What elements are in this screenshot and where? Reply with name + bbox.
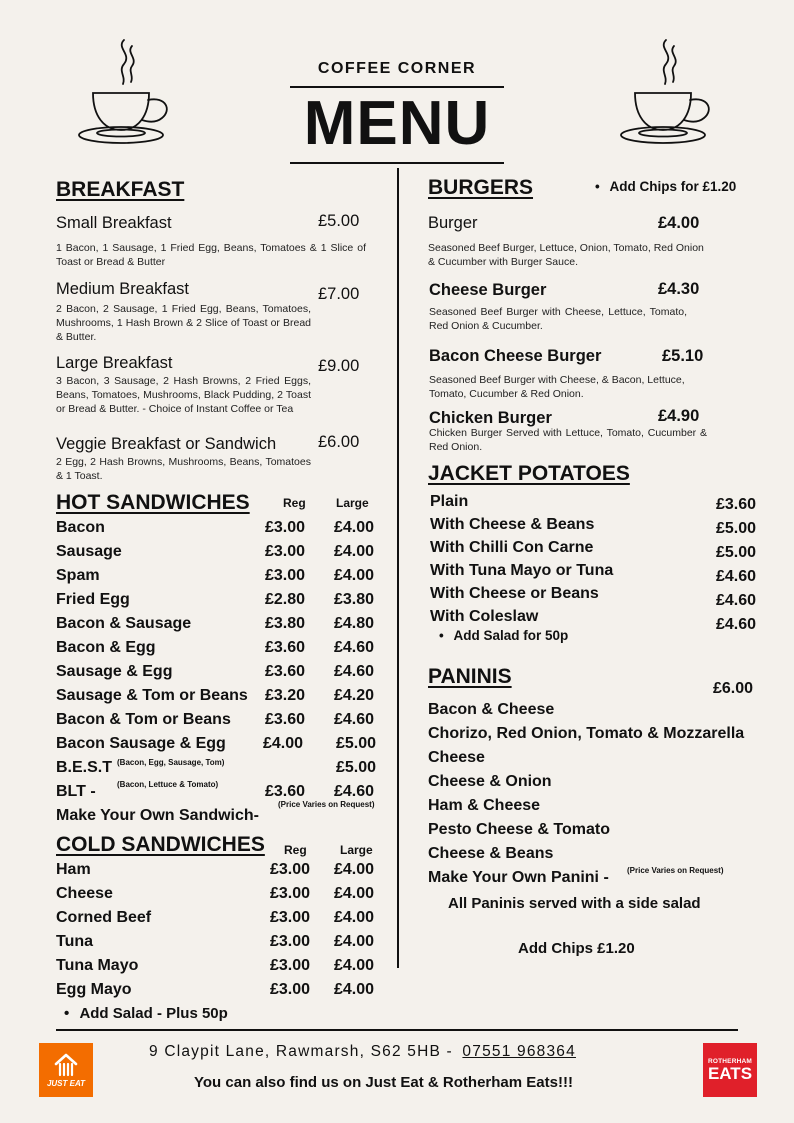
coffee-cup-icon-right xyxy=(618,38,718,146)
menu-item-description: 2 Egg, 2 Hash Browns, Mushrooms, Beans, Tomatoes & 1 Toast. xyxy=(56,456,311,482)
section-heading-cold-sandwiches: COLD SANDWICHES xyxy=(56,833,265,856)
footer-divider xyxy=(56,1029,738,1031)
menu-title: MENU xyxy=(303,89,491,158)
menu-item-name: B.E.S.T xyxy=(56,759,113,776)
price-reg: £3.20 xyxy=(265,687,306,704)
menu-item-name: Burger xyxy=(428,214,478,232)
price-large: £4.00 xyxy=(334,957,375,974)
menu-item-name: Sausage & Tom or Beans xyxy=(56,687,248,704)
menu-item-price: £9.00 xyxy=(318,357,360,375)
menu-item-name: Ham xyxy=(56,861,91,878)
note-text: Add Chips for £1.20 xyxy=(609,179,737,194)
just-eat-logo xyxy=(39,1043,93,1097)
column-divider xyxy=(397,168,399,968)
menu-item-name: Chorizo, Red Onion, Tomato & Mozzarella xyxy=(428,725,745,742)
price-reg: £3.60 xyxy=(265,639,306,656)
menu-item-price: £5.00 xyxy=(318,212,360,230)
menu-item-name: Bacon & Tom or Beans xyxy=(56,711,231,728)
menu-item-name: Cheese & Onion xyxy=(428,773,552,790)
menu-item-name: Bacon Sausage & Egg xyxy=(56,735,226,752)
menu-item-price: £3.60 xyxy=(716,496,757,513)
address-text: 9 Claypit Lane, Rawmarsh, S62 5HB - xyxy=(149,1043,453,1060)
price-reg: £3.00 xyxy=(270,909,311,926)
menu-item-name: Make Your Own Sandwich- xyxy=(56,807,259,824)
menu-item-name: Chicken Burger xyxy=(429,409,552,427)
rotherham-label: ROTHERHAM xyxy=(707,1058,753,1065)
section-heading-burgers: BURGERS xyxy=(428,176,534,199)
menu-item-name: Sausage & Egg xyxy=(56,663,173,680)
menu-item-price: £4.00 xyxy=(658,214,700,232)
section-heading-breakfast: BREAKFAST xyxy=(56,178,185,201)
price-reg: £3.00 xyxy=(270,885,311,902)
section-heading-hot-sandwiches: HOT SANDWICHES xyxy=(56,491,250,514)
menu-item-name: With Coleslaw xyxy=(430,608,539,625)
menu-item-name: With Cheese & Beans xyxy=(430,516,595,533)
price-large: £4.60 xyxy=(334,711,375,728)
menu-item-name: Fried Egg xyxy=(56,591,130,608)
bullet-note xyxy=(64,1005,228,1022)
price-reg: £3.60 xyxy=(265,783,306,800)
menu-item-name: Cheese xyxy=(56,885,113,902)
menu-item-name: Make Your Own Panini - xyxy=(428,869,609,886)
panini-side-note: All Paninis served with a side salad xyxy=(448,895,701,912)
price-large: £5.00 xyxy=(336,759,377,776)
menu-item-price: £5.10 xyxy=(662,347,704,365)
restaurant-name: COFFEE CORNER xyxy=(317,60,477,77)
price-large: £4.60 xyxy=(334,663,375,680)
eats-label: EATS xyxy=(707,1064,753,1083)
bullet-icon: • xyxy=(595,179,600,194)
price-reg: £3.60 xyxy=(265,711,306,728)
bullet-note xyxy=(595,179,736,194)
section-heading-jacket-potatoes: JACKET POTATOES xyxy=(428,462,630,485)
item-note: (Price Varies on Request) xyxy=(627,866,724,875)
price-reg: £3.60 xyxy=(265,663,306,680)
menu-item-description: 3 Bacon, 3 Sausage, 2 Hash Browns, 2 Fried Eggs, Beans, Tomatoes, Mushrooms, Black Pudding, 2 Toast or Bread & Butter. - Choice of Instant Coffee or Tea xyxy=(56,375,311,415)
bullet-icon: • xyxy=(439,628,444,643)
menu-item-description: Seasoned Beef Burger with Cheese, Lettuce, Tomato, Red Onion & Cucumber. xyxy=(429,306,687,332)
menu-item-name: Bacon xyxy=(56,519,105,536)
menu-item-name: Large Breakfast xyxy=(56,354,173,372)
price-large: £4.00 xyxy=(334,981,375,998)
menu-item-price: £4.60 xyxy=(716,592,757,609)
price-reg: £3.80 xyxy=(265,615,306,632)
house-icon xyxy=(53,1053,79,1077)
menu-item-price: £6.00 xyxy=(318,433,360,451)
header-divider-bottom xyxy=(290,162,504,164)
menu-item-name: Bacon & Cheese xyxy=(428,701,555,718)
price-reg: £4.00 xyxy=(263,735,304,752)
price-large: £4.00 xyxy=(334,567,375,584)
bullet-note xyxy=(439,628,568,643)
price-reg: £3.00 xyxy=(270,981,311,998)
column-header-reg: Reg xyxy=(284,843,307,857)
menu-item-description: Seasoned Beef Burger with Cheese, & Bacon, Lettuce, Tomato, Cucumber & Red Onion. xyxy=(429,374,685,400)
menu-item-description: Seasoned Beef Burger, Lettuce, Onion, Tomato, Red Onion & Cucumber with Burger Sauce. xyxy=(428,242,704,268)
phone-number[interactable]: 07551 968364 xyxy=(462,1043,576,1060)
price-large: £3.80 xyxy=(334,591,375,608)
price-large: £4.20 xyxy=(334,687,375,704)
menu-item-price: £5.00 xyxy=(716,544,757,561)
menu-item-name: Cheese xyxy=(428,749,485,766)
price-reg: £3.00 xyxy=(270,957,311,974)
menu-item-price: £4.30 xyxy=(658,280,700,298)
bullet-icon: • xyxy=(64,1005,70,1022)
menu-item-name: Egg Mayo xyxy=(56,981,132,998)
menu-item-name: With Cheese or Beans xyxy=(430,585,599,602)
note-text: Add Salad for 50p xyxy=(453,628,569,643)
price-reg: £3.00 xyxy=(270,933,311,950)
price-reg: £3.00 xyxy=(270,861,311,878)
menu-item-description: 2 Bacon, 2 Sausage, 1 Fried Egg, Beans, Tomatoes, Mushrooms, 1 Hash Brown & 2 Slice of Toast or Bread & Butter. xyxy=(56,303,311,343)
menu-item-name: Plain xyxy=(430,493,469,510)
column-header-large: Large xyxy=(340,843,373,857)
menu-item-price: £5.00 xyxy=(716,520,757,537)
column-header-large: Large xyxy=(336,496,369,510)
footer-address-line xyxy=(149,1043,576,1061)
menu-item-name: Ham & Cheese xyxy=(428,797,541,814)
price-large: £4.60 xyxy=(334,783,375,800)
menu-item-description: 1 Bacon, 1 Sausage, 1 Fried Egg, Beans, Tomatoes & 1 Slice of Toast or Bread & Butter xyxy=(56,242,366,268)
menu-item-name: Corned Beef xyxy=(56,909,152,926)
footer-tagline: You can also find us on Just Eat & Rotherham Eats!!! xyxy=(194,1074,573,1091)
menu-item-name: With Chilli Con Carne xyxy=(430,539,594,556)
column-header-reg: Reg xyxy=(283,496,306,510)
section-heading-paninis: PANINIS xyxy=(428,665,512,688)
item-note: (Bacon, Lettuce & Tomato) xyxy=(117,780,219,789)
menu-item-name: Tuna xyxy=(56,933,94,950)
menu-item-name: Small Breakfast xyxy=(56,214,172,232)
price-large: £4.00 xyxy=(334,909,375,926)
menu-item-name: Bacon & Egg xyxy=(56,639,156,656)
price-large: £4.00 xyxy=(334,519,375,536)
item-note: (Bacon, Egg, Sausage, Tom) xyxy=(117,758,225,767)
menu-item-name: Pesto Cheese & Tomato xyxy=(428,821,610,838)
price-reg: £2.80 xyxy=(265,591,306,608)
menu-item-name: Tuna Mayo xyxy=(56,957,139,974)
price-large: £4.00 xyxy=(334,861,375,878)
price-reg: £3.00 xyxy=(265,519,306,536)
menu-item-price: £4.90 xyxy=(658,407,700,425)
rotherham-eats-logo xyxy=(703,1043,757,1097)
coffee-cup-icon-left xyxy=(76,38,176,146)
menu-item-name: BLT - xyxy=(56,783,96,800)
menu-item-name: Cheese & Beans xyxy=(428,845,554,862)
price-large: £4.00 xyxy=(334,885,375,902)
price-reg: £3.00 xyxy=(265,543,306,560)
menu-item-price: £6.00 xyxy=(713,680,754,697)
menu-item-name: Bacon Cheese Burger xyxy=(429,347,602,365)
menu-item-name: Veggie Breakfast or Sandwich xyxy=(56,435,277,453)
menu-item-price: £7.00 xyxy=(318,285,360,303)
menu-item-name: Sausage xyxy=(56,543,122,560)
price-large: £4.80 xyxy=(334,615,375,632)
menu-item-description: Chicken Burger Served with Lettuce, Tomato, Cucumber & Red Onion. xyxy=(429,427,707,453)
menu-item-price: £4.60 xyxy=(716,568,757,585)
menu-item-name: Spam xyxy=(56,567,100,584)
item-note: (Price Varies on Request) xyxy=(278,800,375,809)
price-large: £4.60 xyxy=(334,639,375,656)
note-text: Add Salad - Plus 50p xyxy=(79,1005,228,1022)
price-large: £4.00 xyxy=(334,543,375,560)
just-eat-label: JUST EAT xyxy=(46,1078,86,1088)
price-reg: £3.00 xyxy=(265,567,306,584)
price-large: £4.00 xyxy=(334,933,375,950)
menu-item-name: With Tuna Mayo or Tuna xyxy=(430,562,614,579)
menu-item-name: Medium Breakfast xyxy=(56,280,189,298)
menu-item-name: Cheese Burger xyxy=(429,281,547,299)
panini-chips-note: Add Chips £1.20 xyxy=(518,940,635,957)
menu-item-price: £4.60 xyxy=(716,616,757,633)
menu-item-name: Bacon & Sausage xyxy=(56,615,192,632)
price-large: £5.00 xyxy=(336,735,377,752)
